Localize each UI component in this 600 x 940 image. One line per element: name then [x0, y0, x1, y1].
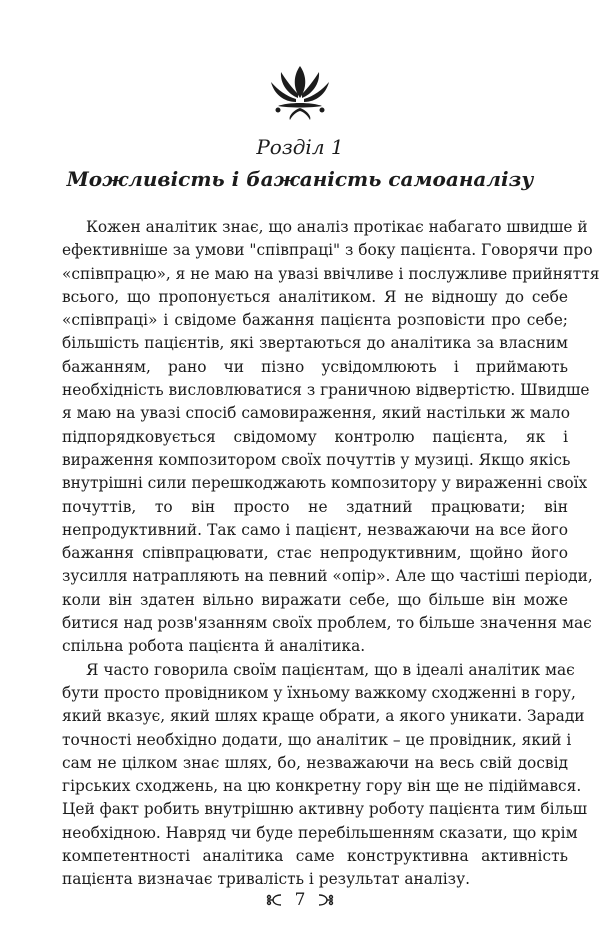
text-line: гірських сходжень, на цю конкретну гору він ще не підіймався. — [62, 777, 582, 796]
chapter-title: Можливість і бажаність самоаналізу — [66, 167, 534, 191]
text-line: сам не цілком знає шлях, бо, незважаючи на весь свій досвід — [62, 753, 568, 772]
floral-bracket-left-icon — [265, 893, 283, 907]
text-line: Я часто говорила своїм пацієнтам, що в ідеалі аналітик має — [86, 660, 575, 679]
page-number: 7 — [294, 889, 306, 910]
floral-bracket-right-icon — [317, 893, 335, 907]
text-line: «співпрацю», я не маю на увазі ввічливе і послужливе прийняття — [62, 264, 600, 283]
text-line: непродуктивний. Так само і пацієнт, незважаючи на все його — [62, 520, 568, 539]
lotus-flower-ornament-icon — [268, 62, 332, 122]
text-line: спільна робота пацієнта й аналітика. — [62, 637, 366, 656]
text-line: Цей факт робить внутрішню активну роботу пацієнта тим більш — [62, 800, 588, 819]
body-text — [62, 216, 600, 892]
text-line: пацієнта визначає тривалість і результат аналізу. — [62, 870, 471, 889]
text-line: внутрішні сили перешкоджають композитору у вираженні своїх — [62, 474, 588, 493]
page-footer — [0, 888, 600, 911]
text-line: який вказує, який шлях краще обрати, а якого уникати. Заради — [62, 707, 585, 726]
paragraph — [62, 659, 588, 892]
text-line: більшість пацієнтів, які звертаються до аналітика за власним — [62, 334, 568, 353]
text-line: ефективніше за умови "співпраці" з боку пацієнта. Говорячи про — [62, 241, 593, 260]
text-line: я маю на увазі спосіб самовираження, який настільки ж мало — [62, 404, 570, 423]
paragraph — [62, 216, 600, 659]
text-line: вираження композитором своїх почуттів у музиці. Якщо якісь — [62, 450, 571, 469]
text-line: необхідною. Навряд чи буде перебільшенням сказати, що крім — [62, 823, 578, 842]
text-line: бажанням, рано чи пізно усвідомлюють і приймають — [62, 357, 568, 376]
text-line: почуттів, то він просто не здатний працювати; він — [62, 497, 568, 516]
text-line: битися над розв'язанням своїх проблем, то більше значення має — [62, 614, 592, 633]
text-line: точності необхідно додати, що аналітик – це провідник, який і — [62, 730, 572, 749]
text-line: коли він здатен вільно виражати себе, що більше він може — [62, 590, 568, 609]
chapter-label: Розділ 1 — [256, 135, 344, 159]
text-line: зусилля натрапляють на певний «опір». Але що частіші періоди, — [62, 567, 593, 586]
text-line: бути просто провідником у їхньому важкому сходженні в гору, — [62, 683, 576, 702]
text-line: компетентності аналітика саме конструктивна активність — [62, 847, 568, 866]
text-line: «співпраці» і свідоме бажання пацієнта розповісти про себе; — [62, 311, 568, 330]
text-line: Кожен аналітик знає, що аналіз протікає набагато швидше й — [86, 218, 588, 236]
text-line: всього, що пропонується аналітиком. Я не відношу до себе — [62, 287, 568, 306]
text-line: бажання співпрацювати, стає непродуктивним, щойно його — [62, 544, 568, 563]
text-line: необхідність висловлюватися з граничною відвертістю. Швидше — [62, 381, 590, 400]
text-line: підпорядковується свідомому контролю пацієнта, як і — [62, 427, 568, 446]
